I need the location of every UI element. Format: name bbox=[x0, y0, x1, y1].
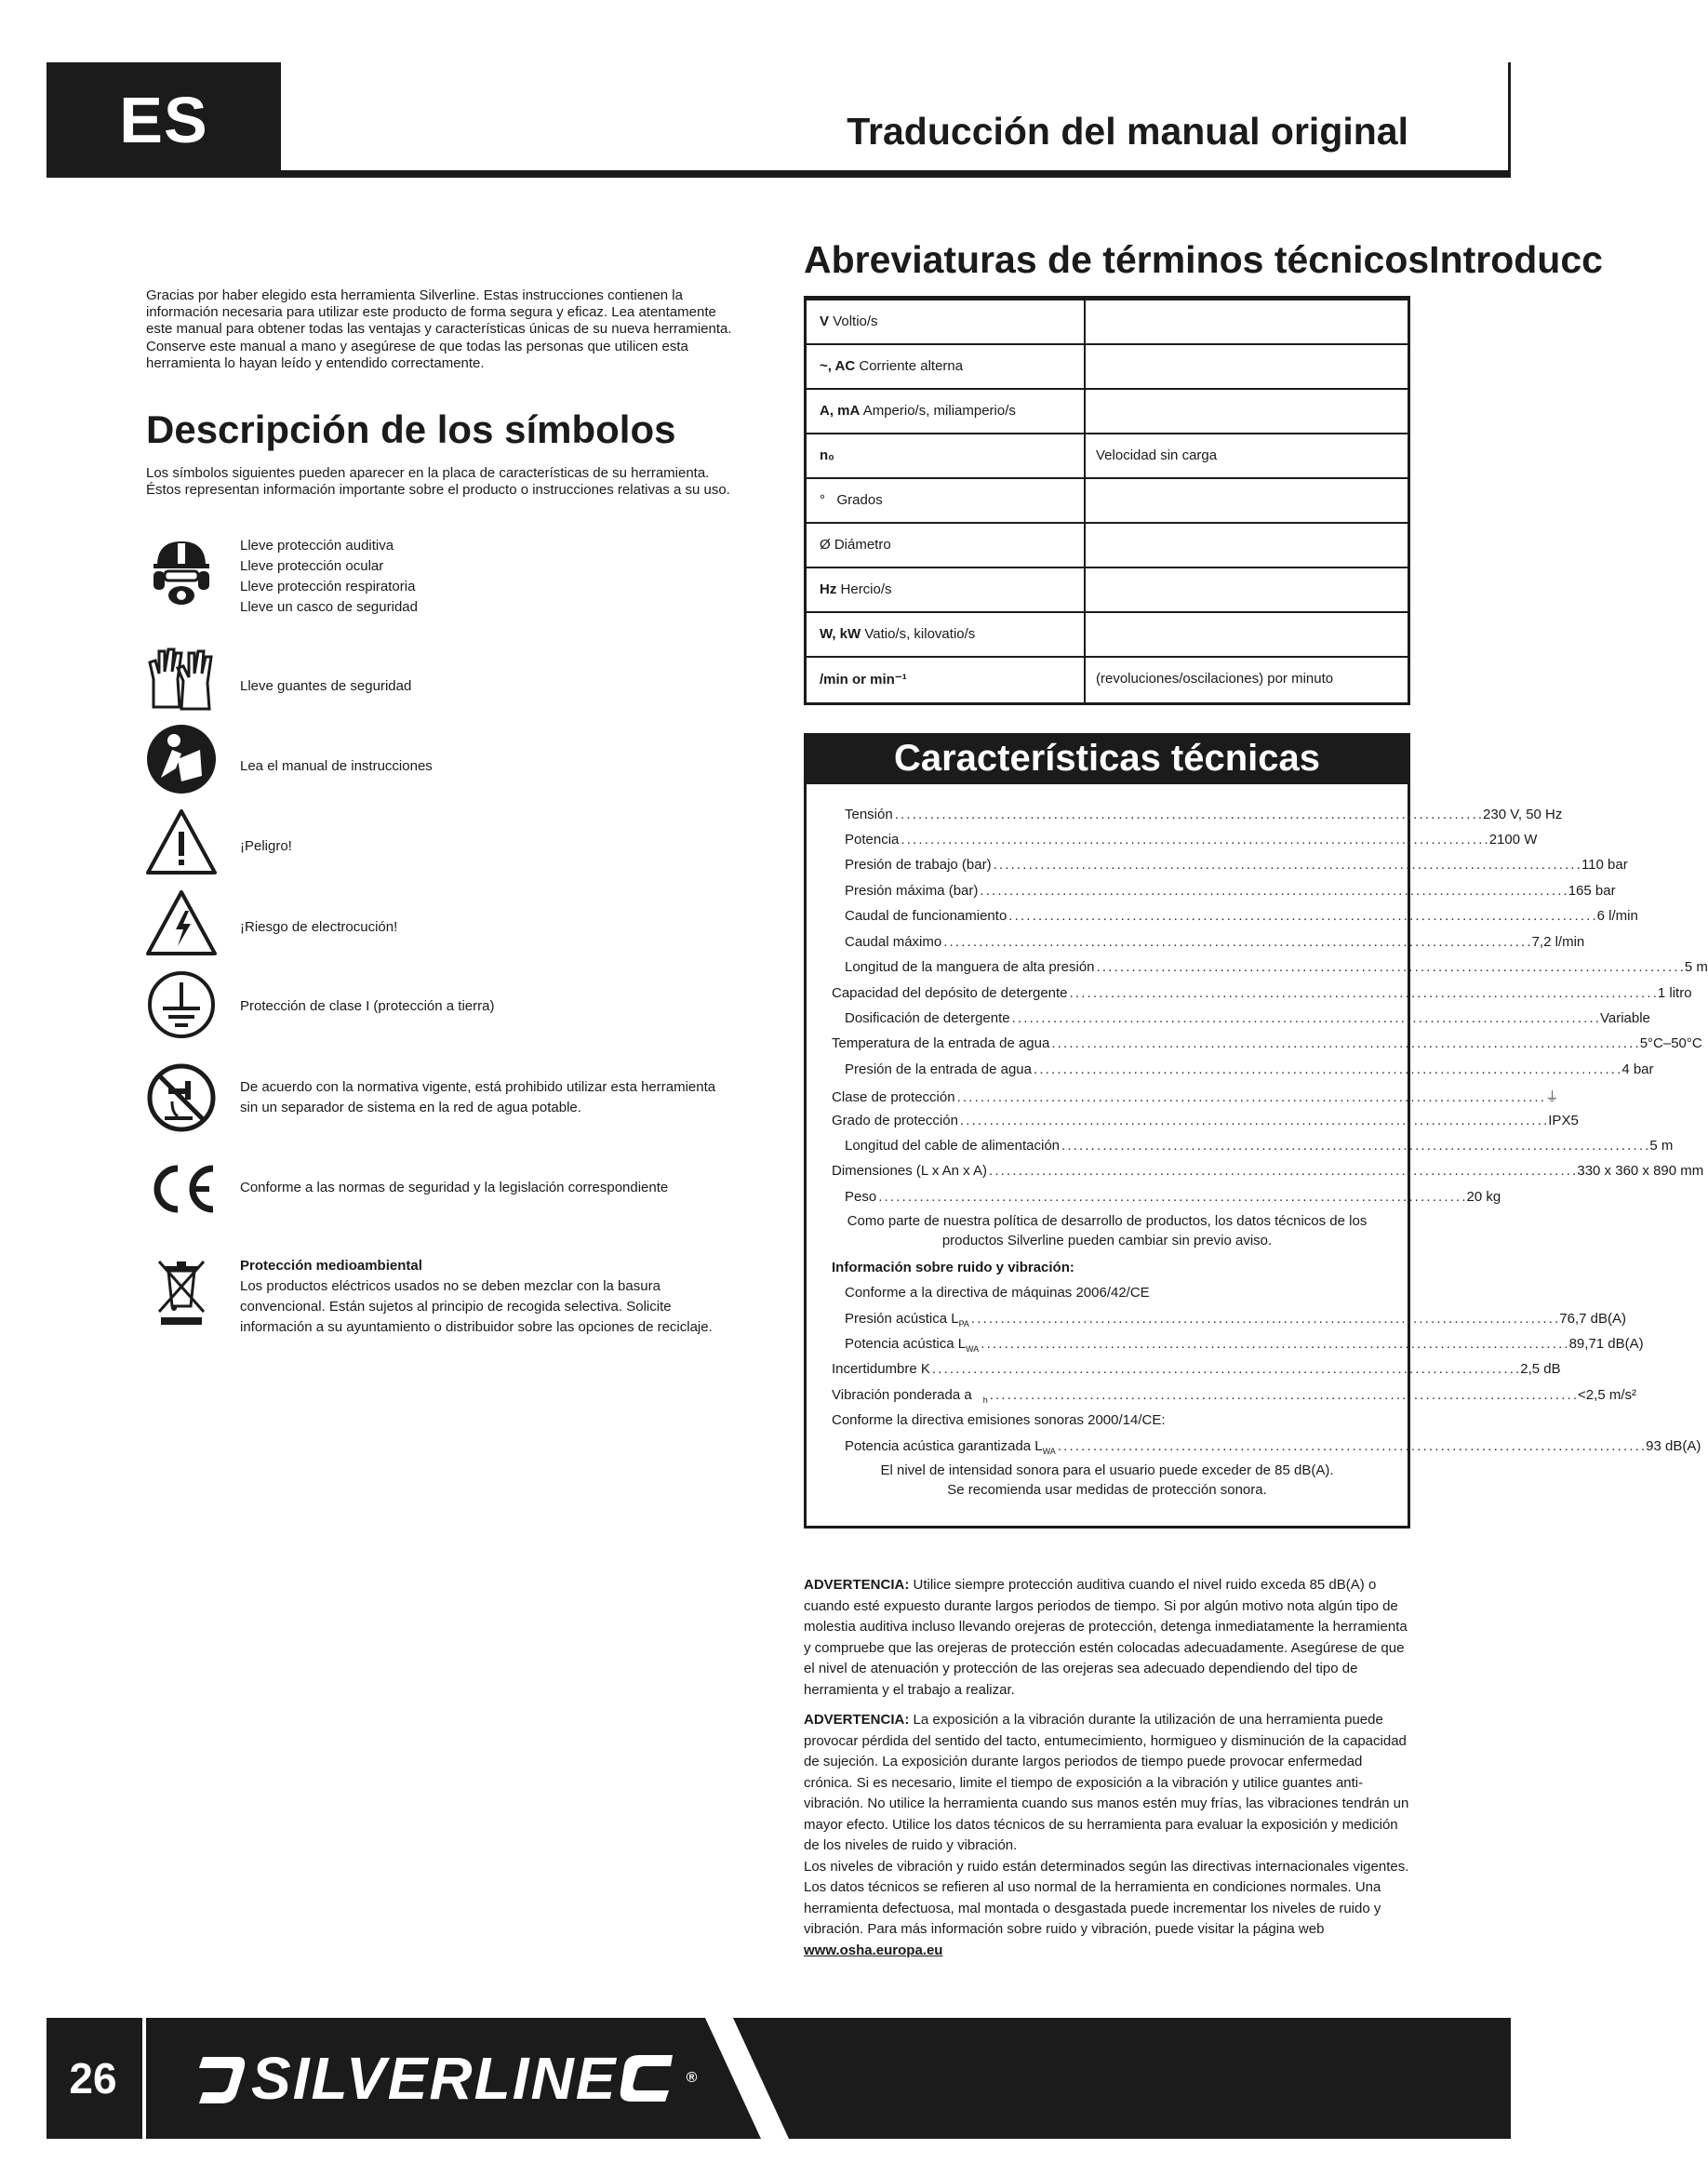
language-code: ES bbox=[119, 83, 208, 156]
symbols-heading: Descripción de los símbolos bbox=[146, 407, 676, 451]
table-row bbox=[807, 299, 1408, 343]
abbreviations-table bbox=[804, 296, 1410, 705]
environment-line: Los productos eléctricos usados no se deben mezclar con la basura bbox=[240, 1278, 661, 1294]
environment-line: información a su ayuntamiento o distribuidor sobre las opciones de reciclaje. bbox=[240, 1319, 713, 1335]
warnings-section bbox=[804, 1575, 1410, 1961]
table-row bbox=[807, 611, 1408, 656]
footer-separator bbox=[142, 2018, 146, 2139]
noise-heading: Información sobre ruido y vibración: bbox=[832, 1260, 1074, 1275]
abbr-cell: Hz Hercio/s bbox=[820, 581, 892, 597]
ppe-line: Lleve protección respiratoria bbox=[240, 579, 416, 594]
spec-row: Potencia acústica garantizada $L_{WA}$ . . . 93 dB(A) bbox=[845, 1438, 1371, 1457]
ce-mark-icon bbox=[144, 1152, 219, 1226]
no-direct-water-connection-icon bbox=[144, 1061, 219, 1135]
ppe-line: Lleve protección auditiva bbox=[240, 538, 394, 554]
table-row bbox=[807, 433, 1408, 477]
water-text bbox=[240, 1077, 724, 1118]
ppe-head-icon bbox=[144, 534, 219, 608]
abbr-value-cell: (revoluciones/oscilaciones) por minuto bbox=[1096, 671, 1334, 687]
registered-mark: ® bbox=[686, 2070, 700, 2086]
spec-row: Dimensiones (L x An x A) . . . 330 x 360 x 890 mm bbox=[832, 1163, 1354, 1181]
ppe-text bbox=[240, 536, 724, 618]
symbols-description-line: Los símbolos siguientes pueden aparecer en la placa de características de su herramienta. bbox=[146, 465, 710, 481]
abbr-cell: n₀ bbox=[820, 447, 834, 463]
warning-label: ADVERTENCIA: bbox=[804, 1712, 910, 1728]
earth-ground-icon bbox=[144, 968, 219, 1042]
warning-label: ADVERTENCIA: bbox=[804, 1577, 910, 1593]
table-row bbox=[807, 343, 1408, 388]
symbols-description-line: Éstos representan información importante sobre el producto o instrucciones relativas a su uso. bbox=[146, 482, 730, 499]
manual-text: Lea el manual de instrucciones bbox=[240, 758, 433, 774]
spec-row: Potencia . . . 2100 W bbox=[845, 832, 1371, 850]
abbr-cell: /min or min⁻¹ bbox=[820, 672, 907, 688]
footer-slash-decoration bbox=[696, 2018, 826, 2139]
spec-row: Vibración ponderada a $_h$ . . . <2,5 m/s² bbox=[832, 1387, 1369, 1406]
water-line: De acuerdo con la normativa vigente, está prohibido utilizar esta herramienta bbox=[240, 1079, 716, 1095]
environment-line: convencional. Están sujetos al principio de recogida selectiva. Solicite bbox=[240, 1299, 672, 1315]
osha-link[interactable]: www.osha.europa.eu bbox=[804, 1942, 943, 1958]
read-manual-icon bbox=[144, 722, 219, 796]
page-number: 26 bbox=[69, 2054, 117, 2103]
table-row bbox=[807, 567, 1408, 611]
weee-bin-icon bbox=[153, 1254, 209, 1328]
page-title: Traducción del manual original bbox=[847, 110, 1408, 153]
table-row bbox=[807, 656, 1408, 704]
spec-row: Temperatura de la entrada de agua . . . 5°C–50°C bbox=[832, 1035, 1354, 1054]
spec-row: Clase de protección . . . ⏚ bbox=[832, 1087, 1369, 1105]
spec-row: Presión de trabajo (bar) . . . 110 bar bbox=[845, 857, 1371, 875]
environment-text bbox=[240, 1256, 724, 1338]
abbr-cell: Ø Diámetro bbox=[820, 537, 891, 553]
symbols-description bbox=[146, 465, 741, 499]
intro-paragraph: Gracias por haber elegido esta herramienta Silverline. Estas instrucciones contienen la información necesaria para utilizar este producto de forma segura y eficaz. Lea atentamente este manual para obtener todas las ventajas y características únicas de su nueva herramienta. Conserve este manual a mano y asegúrese de que todas las personas que utilicen esta herramienta lo hayan leído y entendido correctamente. bbox=[146, 287, 732, 371]
abbr-cell: V Voltio/s bbox=[820, 314, 878, 329]
spec-row: Tensión . . . 230 V, 50 Hz bbox=[845, 807, 1371, 825]
abbr-cell: ° Grados bbox=[820, 492, 883, 508]
ce-text: Conforme a las normas de seguridad y la legislación correspondiente bbox=[240, 1180, 669, 1195]
class1-text: Protección de clase I (protección a tierra) bbox=[240, 998, 495, 1014]
danger-warning-icon bbox=[144, 806, 219, 880]
directive-text: Conforme a la directiva de máquinas 2006/42/CE bbox=[845, 1285, 1150, 1301]
earth-ground-icon: ⏚ bbox=[1544, 1089, 1559, 1105]
spec-row: Presión acústica $L_{PA}$ . . . 76,7 dB(A) bbox=[845, 1311, 1371, 1329]
directive-text: Conforme la directiva emisiones sonoras 2000/14/CE: bbox=[832, 1412, 1166, 1428]
spec-row: Incertidumbre K . . . 2,5 dB bbox=[832, 1361, 1354, 1380]
water-line: sin un separador de sistema en la red de agua potable. bbox=[240, 1100, 581, 1115]
specifications-heading: Características técnicas bbox=[804, 733, 1410, 784]
abbr-cell: ~, AC Corriente alterna bbox=[820, 358, 964, 374]
warning-paragraph: ADVERTENCIA: Utilice siempre protección auditiva cuando el nivel ruido exceda 85 dB(A) o cuando esté expuesto durante largos periodos de tiempo. Si por algún motivo nota algún tipo de molestia auditiva incluso llevando orejeras de protección, detenga inmediatamente la herramienta y compruebe que las orejeras de protección estén colocadas adecuadamente. Asegúrese de que el nivel de atenuación y protección de las orejeras sea adecuado dependiendo del tipo de herramienta y el trabajo a realizar. bbox=[804, 1577, 1408, 1698]
abbr-cell: A, mA Amperio/s, miliamperio/s bbox=[820, 403, 1016, 419]
info-paragraph: Los niveles de vibración y ruido están determinados según las directivas internacionales vigentes. Los datos técnicos se refieren al uso normal de la herramienta en condiciones normales. Una herramienta defectuosa, mal montada o desgastada puede incrementar los niveles de ruido y vibración. Para más información sobre ruido y vibración, puede visitar la página web www.osha.europa.eu bbox=[804, 1858, 1409, 1958]
spec-row: Caudal máximo . . . 7,2 l/min bbox=[845, 934, 1371, 953]
abbr-cell: W, kW Vatio/s, kilovatio/s bbox=[820, 626, 976, 642]
spec-row: Caudal de funcionamiento . . . 6 l/min bbox=[845, 908, 1371, 927]
spec-row: Longitud de la manguera de alta presión . . . 5 m bbox=[845, 959, 1371, 978]
table-row bbox=[807, 522, 1408, 567]
spec-row: Capacidad del depósito de detergente . . . 1 litro bbox=[832, 985, 1354, 1004]
electric-shock-icon bbox=[144, 887, 219, 961]
abbreviations-heading: Abreviaturas de términos técnicosIntroducc bbox=[804, 238, 1603, 281]
noise-note: El nivel de intensidad sonora para el usuario puede exceder de 85 dB(A). Se recomienda usar medidas de protección sonora. bbox=[880, 1462, 1334, 1498]
spec-row: Potencia acústica $L_{WA}$ . . . 89,71 dB(A) bbox=[845, 1336, 1371, 1355]
warning-paragraph: ADVERTENCIA: La exposición a la vibración durante la utilización de una herramienta puede provocar pérdida del sentido del tacto, entumecimiento, hormigueo y disminución de la capacidad de sujeción. La exposición durante largos periodos de tiempo puede provocar enfermedad crónica. Si es necesario, limite el tiempo de exposición a la vibración y utilice guantes anti-vibración. No utilice la herramienta cuando sus manos estén muy frías, las vibraciones tendrán un mayor efecto. Utilice los datos técnicos de su herramienta para evaluar la exposición y medición de los niveles de ruido y vibración. bbox=[804, 1712, 1409, 1853]
ppe-line: Lleve un casco de seguridad bbox=[240, 599, 418, 615]
brand-logo-hook-icon bbox=[195, 2046, 251, 2111]
brand-logo bbox=[195, 2018, 699, 2139]
brand-logo-c-icon bbox=[617, 2046, 682, 2111]
spec-row: Longitud del cable de alimentación . . . 5 m bbox=[845, 1138, 1369, 1156]
spec-row: Presión de la entrada de agua . . . 4 bar bbox=[845, 1061, 1371, 1080]
table-row bbox=[807, 477, 1408, 522]
environment-title: Protección medioambiental bbox=[240, 1258, 422, 1274]
spec-row: Dosificación de detergente . . . Variable bbox=[845, 1010, 1371, 1029]
shock-text: ¡Riesgo de electrocución! bbox=[240, 919, 398, 935]
abbr-value-cell: Velocidad sin carga bbox=[1096, 447, 1218, 463]
spec-row: Grado de protección . . . IPX5 bbox=[832, 1113, 1354, 1131]
danger-text: ¡Peligro! bbox=[240, 838, 292, 854]
header-right-rule bbox=[1508, 62, 1511, 172]
gloves-text: Lleve guantes de seguridad bbox=[240, 678, 412, 694]
spec-row: Presión máxima (bar) . . . 165 bar bbox=[845, 883, 1371, 901]
table-row bbox=[807, 388, 1408, 433]
spec-row: Peso . . . 20 kg bbox=[845, 1189, 1371, 1208]
ppe-line: Lleve protección ocular bbox=[240, 558, 384, 574]
gloves-icon bbox=[144, 642, 219, 716]
spec-note: Como parte de nuestra política de desarrollo de productos, los datos técnicos de los productos Silverline pueden cambiar sin previo aviso. bbox=[847, 1213, 1368, 1248]
brand-name: SILVERLINE bbox=[251, 2045, 618, 2112]
header-rule bbox=[47, 170, 1511, 178]
